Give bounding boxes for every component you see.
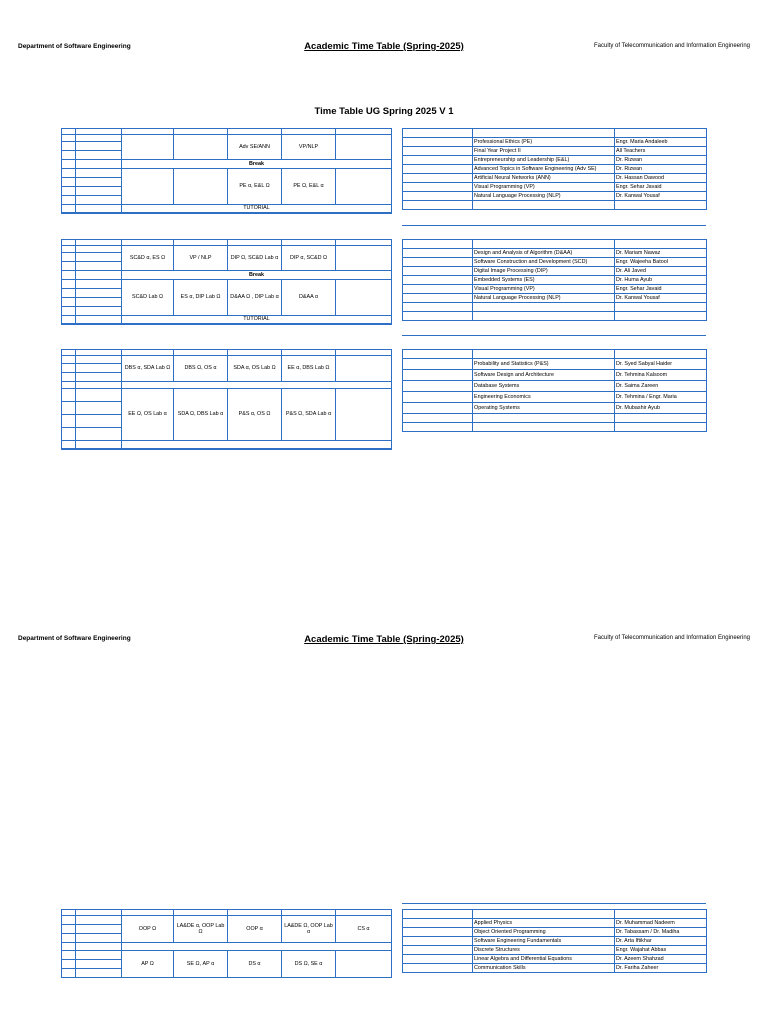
slot-cell: OOP α: [228, 916, 282, 943]
slot-cell: [336, 246, 392, 271]
department-name: Department of Software Engineering: [18, 43, 131, 50]
slot-cell: SE Ω, AP α: [174, 951, 228, 978]
slot-cell: LA&DE α, OOP Lab Ω: [174, 916, 228, 943]
schedule-table-4: [61, 909, 392, 978]
teacher-name: Dr. Syed Sabyal Haider: [615, 359, 707, 370]
teacher-name: Engr. Wajahat Abbas: [615, 946, 707, 955]
slot-cell: [174, 169, 228, 205]
slot-cell: SC&D α, ES Ω: [122, 246, 174, 271]
tutorial-label: TUTORIAL: [122, 205, 392, 214]
teacher-name: All Teachers: [615, 147, 707, 156]
teacher-name: Dr. Saima Zareen: [615, 381, 707, 392]
teacher-name: Dr. Mubashir Ayub: [615, 403, 707, 414]
teacher-name: Engr. Wajeeha Batool: [615, 258, 707, 267]
slot-cell: P&S α, OS Ω: [228, 389, 282, 441]
course-name: Visual Programming (VP): [473, 183, 615, 192]
course-name: Applied Physics: [473, 919, 615, 928]
teacher-name: Dr. Tehmina Kalsoom: [615, 370, 707, 381]
slot-cell: D&AA α: [282, 280, 336, 316]
course-name: Professional Ethics (PE): [473, 138, 615, 147]
slot-cell: [336, 169, 392, 205]
page-title: Academic Time Table (Spring-2025): [304, 41, 464, 52]
slot-cell: DBS Ω, OS α: [174, 356, 228, 382]
slot-cell: EE α, DBS Lab Ω: [282, 356, 336, 382]
timetable-subtitle: Time Table UG Spring 2025 V 1: [314, 106, 454, 117]
slot-cell: SC&D Lab Ω: [122, 280, 174, 316]
course-name: Design and Analysis of Algorithm (D&AA): [473, 249, 615, 258]
course-name: Engineering Economics: [473, 392, 615, 403]
slot-cell: [336, 135, 392, 160]
slot-cell: VP/NLP: [282, 135, 336, 160]
course-name: Final Year Project II: [473, 147, 615, 156]
slot-cell: [336, 280, 392, 316]
slot-cell: [336, 951, 392, 978]
faculty-name: Faculty of Telecommunication and Information Engineering: [594, 43, 750, 49]
schedule-table-2: [61, 239, 392, 325]
course-name: Software Design and Architecture: [473, 370, 615, 381]
divider: [402, 903, 706, 904]
course-name: Software Construction and Development (SCD): [473, 258, 615, 267]
teacher-name: Dr. Rizwan: [615, 156, 707, 165]
course-name: Natural Language Processing (NLP): [473, 192, 615, 201]
slot-cell: D&AA Ω , DIP Lab α: [228, 280, 282, 316]
slot-cell: EE Ω, OS Lab α: [122, 389, 174, 441]
teacher-name: Dr. Mariam Nawaz: [615, 249, 707, 258]
slot-cell: PE Ω, E&L α: [282, 169, 336, 205]
faculty-table-2: [402, 239, 707, 321]
slot-cell: OOP Ω: [122, 916, 174, 943]
slot-cell: ES α, DIP Lab Ω: [174, 280, 228, 316]
break-label: Break: [122, 160, 392, 169]
slot-cell: DS Ω, SE α: [282, 951, 336, 978]
slot-cell: PE α, E&L Ω: [228, 169, 282, 205]
course-name: Natural Language Processing (NLP): [473, 294, 615, 303]
slot-cell: SDA α, OS Lab Ω: [228, 356, 282, 382]
course-name: Visual Programming (VP): [473, 285, 615, 294]
course-name: Entrepreneurship and Leadership (E&L): [473, 156, 615, 165]
slot-cell: DIP Ω, SC&D Lab α: [228, 246, 282, 271]
slot-cell: AP Ω: [122, 951, 174, 978]
course-name: Software Engineering Fundamentals: [473, 937, 615, 946]
course-name: Discrete Structures: [473, 946, 615, 955]
faculty-name: Faculty of Telecommunication and Information Engineering: [594, 635, 750, 641]
course-name: Advanced Topics in Software Engineering (Adv SE): [473, 165, 615, 174]
slot-cell: [174, 135, 228, 160]
course-name: Linear Algebra and Differential Equations: [473, 955, 615, 964]
teacher-name: Dr. Azeem Shahzad: [615, 955, 707, 964]
course-name: Operating Systems: [473, 403, 615, 414]
slot-cell: DS α: [228, 951, 282, 978]
teacher-name: Engr. Maria Andaleeb: [615, 138, 707, 147]
teacher-name: Dr. Hassan Dawood: [615, 174, 707, 183]
teacher-name: Dr. Ali Javed: [615, 267, 707, 276]
teacher-name: Engr. Sehar Javaid: [615, 285, 707, 294]
teacher-name: Dr. Kanwal Yousaf: [615, 294, 707, 303]
teacher-name: Dr. Kanwal Yousaf: [615, 192, 707, 201]
course-name: Embedded Systems (ES): [473, 276, 615, 285]
teacher-name: Dr. Huma Ayub: [615, 276, 707, 285]
slot-cell: [122, 169, 174, 205]
teacher-name: Engr. Sehar Javaid: [615, 183, 707, 192]
slot-cell: [122, 135, 174, 160]
slot-cell: VP / NLP: [174, 246, 228, 271]
teacher-name: Dr. Arta Iftikhar: [615, 937, 707, 946]
slot-cell: P&S Ω, SDA Lab α: [282, 389, 336, 441]
break-label: Break: [122, 271, 392, 280]
slot-cell: [336, 356, 392, 382]
faculty-table-1: [402, 128, 707, 210]
slot-cell: DBS α, SDA Lab Ω: [122, 356, 174, 382]
tutorial-label: TUTORIAL: [122, 316, 392, 325]
schedule-table-3: [61, 349, 392, 450]
course-name: Probability and Statistics (P&S): [473, 359, 615, 370]
teacher-name: Dr. Tabassam / Dr. Madiha: [615, 928, 707, 937]
schedule-table-1: [61, 128, 392, 214]
course-name: Database Systems: [473, 381, 615, 392]
department-name: Department of Software Engineering: [18, 635, 131, 642]
teacher-name: Dr. Tehmina / Engr. Maria: [615, 392, 707, 403]
slot-cell: Adv SE/ANN: [228, 135, 282, 160]
course-name: Communication Skills: [473, 964, 615, 973]
slot-cell: DIP α, SC&D Ω: [282, 246, 336, 271]
slot-cell: [336, 389, 392, 441]
page-title: Academic Time Table (Spring-2025): [304, 634, 464, 645]
course-name: Artificial Neural Networks (ANN): [473, 174, 615, 183]
slot-cell: LA&DE Ω, OOP Lab α: [282, 916, 336, 943]
slot-cell: SDA Ω, DBS Lab α: [174, 389, 228, 441]
slot-cell: CS α: [336, 916, 392, 943]
divider: [402, 225, 706, 226]
teacher-name: Dr. Fariha Zaheer: [615, 964, 707, 973]
course-name: Object Oriented Programming: [473, 928, 615, 937]
course-name: Digital Image Processing (DIP): [473, 267, 615, 276]
faculty-table-4: [402, 909, 707, 973]
teacher-name: Dr. Rizwan: [615, 165, 707, 174]
divider: [402, 335, 706, 336]
teacher-name: Dr. Muhammad Nadeem: [615, 919, 707, 928]
faculty-table-3: [402, 349, 707, 432]
